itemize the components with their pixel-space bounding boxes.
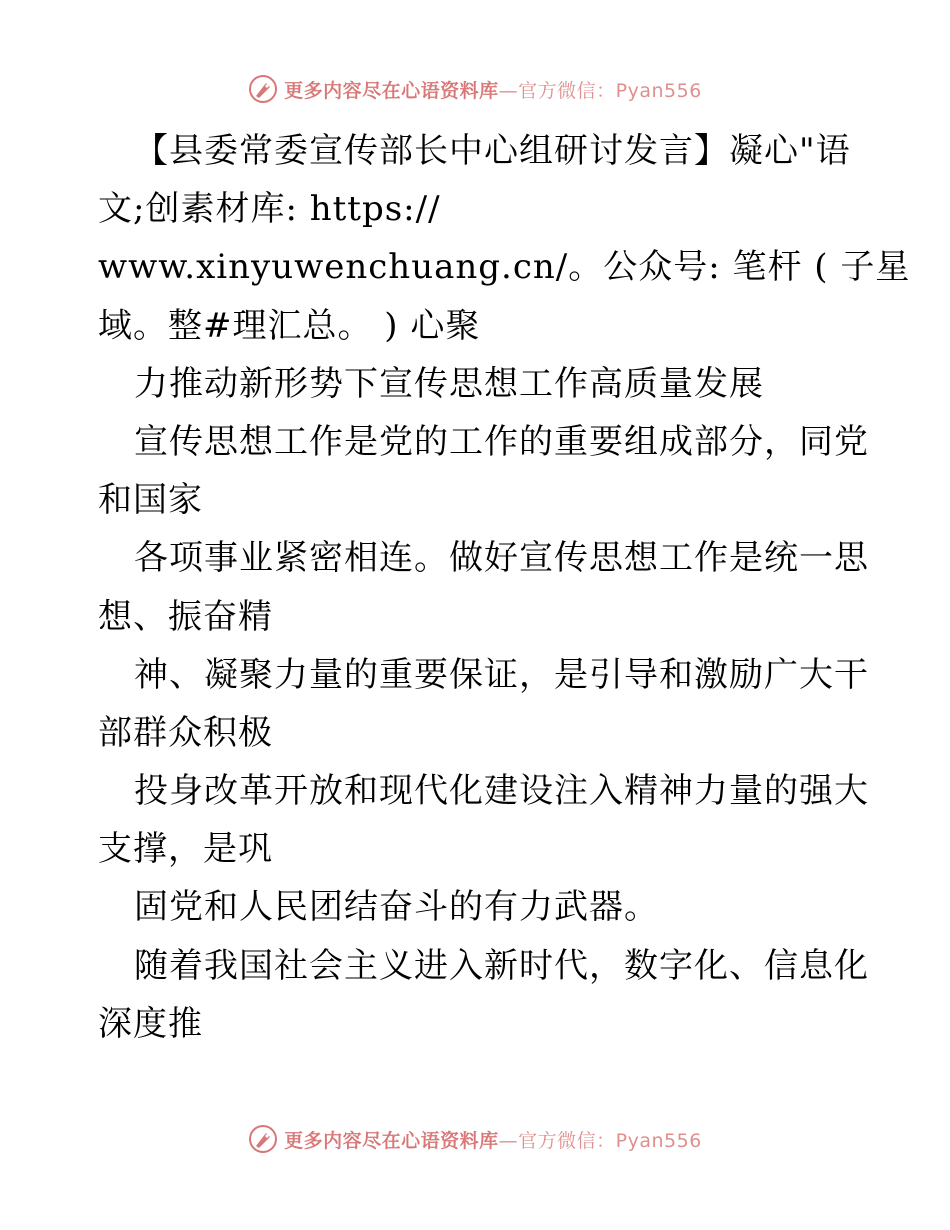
paragraph-line: 神、凝聚力量的重要保证，是引导和激励广大干 xyxy=(134,654,869,695)
watermark-prefix: 更多内容尽在心语资料库 xyxy=(284,1129,499,1152)
watermark-text xyxy=(284,1126,702,1153)
title-line-1: 【县委常委宣传部长中心组研讨发言】凝心"语 xyxy=(134,131,851,171)
paragraph-line: 各项事业紧密相连。做好宣传思想工作是统一思 xyxy=(134,538,869,579)
paragraph-line: 支撑，是巩 xyxy=(98,829,273,870)
paragraph-line: 和国家 xyxy=(98,480,203,521)
pen-nib-icon xyxy=(248,74,278,104)
title-line-4: 域。整#理汇总。 ) 心聚 xyxy=(98,305,481,346)
title-line-3: www.xinyuwenchuang.cn/。公众号: 笔杆 ( 子星 xyxy=(98,247,911,288)
header-watermark xyxy=(0,72,950,106)
watermark-text xyxy=(284,76,702,103)
title-line-2: 文;创素材库: https:// xyxy=(98,189,441,230)
title-line-5: 力推动新形势下宣传思想工作高质量发展 xyxy=(134,363,764,404)
paragraph-line: 随着我国社会主义进入新时代，数字化、信息化 xyxy=(134,945,869,986)
paragraph-line: 想、振奋精 xyxy=(98,596,273,637)
paragraph-line: 投身改革开放和现代化建设注入精神力量的强大 xyxy=(134,771,869,812)
watermark-suffix: —官方微信：Pyan556 xyxy=(498,1129,702,1152)
paragraph-line: 部群众积极 xyxy=(98,712,273,753)
footer-watermark xyxy=(0,1122,950,1156)
paragraph-line: 深度推 xyxy=(98,1003,203,1044)
watermark-suffix: —官方微信：Pyan556 xyxy=(498,79,702,102)
paragraph-line: 宣传思想工作是党的工作的重要组成部分，同党 xyxy=(134,421,869,462)
paragraph-line: 固党和人民团结奋斗的有力武器。 xyxy=(134,887,659,928)
watermark-prefix: 更多内容尽在心语资料库 xyxy=(284,79,499,102)
document-body xyxy=(98,122,911,1053)
pen-nib-icon xyxy=(248,1124,278,1154)
